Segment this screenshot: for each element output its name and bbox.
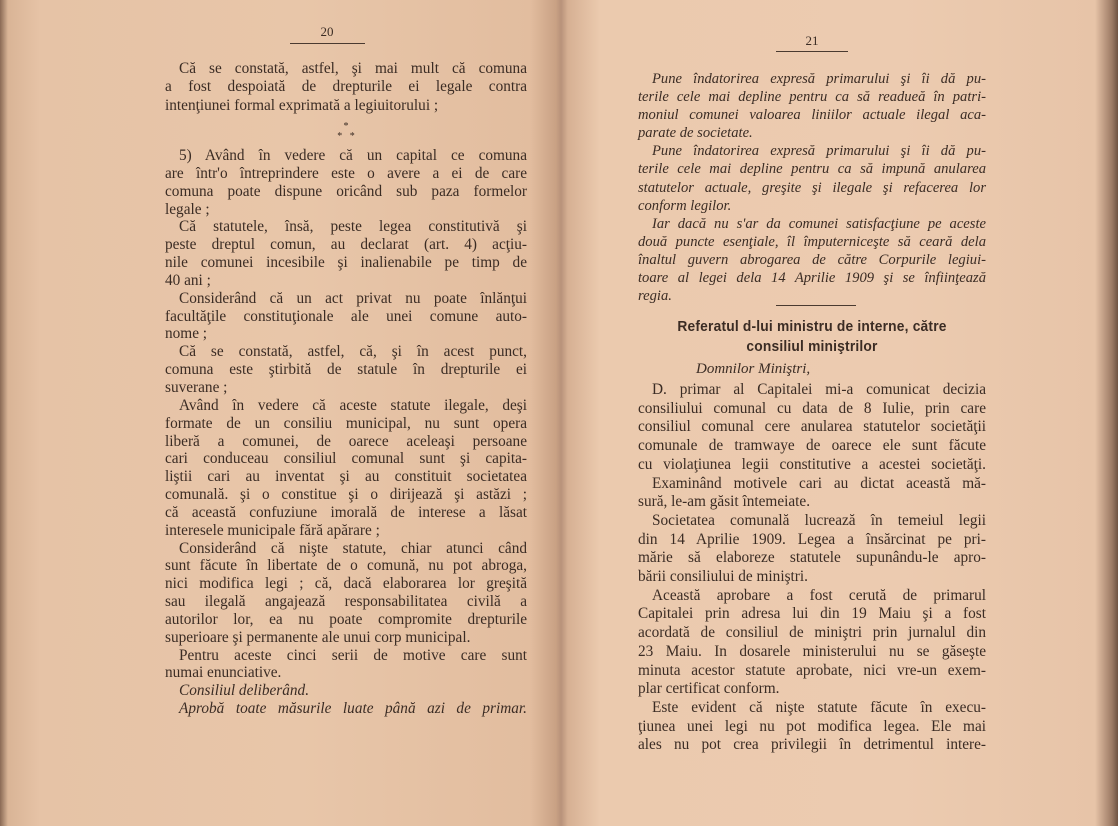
text-line: terile cele mai depline pentru ca să readueă în patri- (638, 89, 986, 106)
text-line: terile cele mai depline pentru ca să impună anularea (638, 161, 986, 178)
text-line: Pentru aceste cinci serii de motive care sunt (179, 646, 527, 664)
text-line: Consiliul deliberând. (179, 682, 310, 700)
text-line: mărie să elaboreze statutele supunându-le apro- (638, 549, 986, 567)
section-rule (776, 305, 856, 306)
text-line: Că statutele, însă, peste legea constitutivă şi (179, 218, 527, 236)
text-line: consiliul comunal cere anularea statutelor societăţii (638, 418, 986, 436)
text-line: 5) Având în vedere că un capital ce comuna (179, 147, 527, 164)
left-page (165, 0, 527, 826)
page-number: 20 (320, 24, 334, 39)
text-line: superioare şi permanente ale unui corp municipal. (165, 628, 471, 646)
text-line: două puncte esenţiale, îl împuterniceşte să ceară dela (638, 233, 986, 250)
paragraph-block (165, 60, 527, 115)
text-line: sunt făcute în libertate de o comună, nu pot abroga, (165, 557, 527, 575)
text-line: Considerând că nişte statute, chiar atunci când (179, 539, 527, 557)
text-line: formate de un consiliu municipal, nu sunt opera (165, 414, 527, 432)
text-line: nile comunei incesibile şi inalienabile pe timp de (165, 254, 527, 272)
text-line: liştii cari au inventat şi au constituit societatea (165, 468, 527, 486)
text-line: regia. (638, 288, 672, 305)
text-line: Iar dacă nu s'ar da comunei satisfacţiune pe aceste (652, 215, 986, 232)
text-line: Pune îndatorirea expresă primarului şi îi dă pu- (652, 71, 986, 87)
text-line: comuna este ştirbită de statule în drepturile ei (165, 361, 527, 379)
text-line: Capitalei prin adresa lui din 19 Maiu şi a fost (638, 605, 986, 623)
text-line: plar certificat conform. (638, 680, 780, 698)
text-line: toare al legei dela 14 Aprilie 1909 şi se înfiinţează (638, 270, 986, 287)
text-line: statutelor actuale, greşite şi ilegale şi refacerea lor (638, 179, 986, 196)
text-line: nome ; (165, 325, 208, 343)
text-line: nici modifica legi ; că, dacă elaborarea lor greşită (165, 575, 527, 593)
section-heading-line1: Referatul d-lui ministru de interne, către (677, 318, 947, 335)
resolution-italic-block (638, 70, 986, 305)
text-line: cu violaţiunea legii constitutive a acestei societăţi. (638, 455, 986, 473)
header-rule (776, 51, 848, 52)
salutation: Domnilor Miniştri, (696, 361, 811, 377)
text-line: peste dreptul comun, au declarat (art. 4) acţiu- (165, 236, 527, 254)
text-line: liberă a comunei, de oarece aceleaşi persoane (165, 432, 527, 450)
text-line: comunale de tramwaye de oarece ele sunt făcute (638, 437, 986, 455)
text-line: 40 ani ; (165, 271, 211, 289)
text-line: moniul comunei valoarea liniilor actuale ilegal aca- (638, 107, 986, 124)
text-line: are într'o întreprindere este o avere a ei de care (165, 164, 527, 182)
text-line: înaltul guvern abrogarea de către Corpurile legiui- (638, 251, 986, 268)
text-line: conform legilor. (638, 197, 732, 214)
text-line: comunală. şi o constitue şi o dirijează şi astăzi ; (165, 486, 527, 504)
text-line: Examinând motivele cari au dictat această mă- (652, 474, 986, 492)
text-line: sură, le-am găsit întemeiate. (638, 493, 811, 511)
text-line: Considerând că un act privat nu poate înlănţui (179, 289, 527, 307)
text-line: ales nu pot crea privilegii în detrimentul intere- (638, 736, 986, 754)
text-line: comuna poate dispune oricând sub paza formelor (165, 182, 527, 200)
section-heading-line2: consiliul miniştrilor (746, 338, 878, 355)
text-line: a fost despoiată de drepturile ei legale contra (165, 78, 527, 96)
text-line: D. primar al Capitalei mi-a comunicat decizia (652, 381, 986, 398)
paragraph-block (638, 381, 986, 755)
text-line: ţiunea unei legi nu pot modifica legea. Ele mai (638, 717, 986, 735)
text-line: Că se constată, astfel, şi mai mult că comuna (179, 60, 527, 77)
text-line: că această confuziune imorală de interese a lăsat (165, 503, 527, 521)
text-line: acordată de consiliul de miniştri prin jurnalul din (638, 624, 986, 642)
header-rule (290, 43, 365, 44)
text-line: consiliului comunal cu data de 8 Iulie, prin care (638, 399, 986, 417)
text-line: Pune îndatorirea expresă primarului şi îi dă pu- (652, 143, 986, 160)
text-line: numai enunciative. (165, 664, 282, 682)
text-line: Având în vedere că aceste statute ilegale, deşi (179, 396, 527, 414)
text-line: suverane ; (165, 378, 228, 396)
text-line: Că se constată, astfel, că, şi în acest punct, (179, 343, 527, 361)
asterism-top: * (343, 121, 349, 132)
text-line: parate de societate. (638, 125, 753, 142)
paragraph-block (165, 147, 527, 718)
right-page (638, 0, 986, 826)
text-line: autorilor lor, ea nu poate compromite drepturile (165, 610, 527, 628)
asterism-bottom: * * (337, 131, 355, 142)
text-line: interesele municipale fără apărare ; (165, 521, 380, 539)
text-line: facultăţile constituţionale ale unei comune auto- (165, 307, 527, 325)
text-line: din 14 Aprilie 1909. Legea a însărcinat pe pri- (638, 530, 986, 548)
text-line: Societatea comunală lucrează în temeiul legii (652, 511, 986, 529)
text-line: sau ilegală angajează responsabilitatea civilă a (165, 593, 527, 611)
text-line: minuta acestor statute aprobate, nici vre-un exem- (638, 661, 986, 679)
text-line: Aprobă toate măsurile luate până azi de primar. (179, 700, 527, 718)
text-line: 23 Maiu. In dosarele ministerului nu se găseşte (638, 642, 986, 660)
text-line: Această aprobare a fost cerută de primarul (652, 586, 986, 604)
text-line: Este evident că nişte statute făcute în execu- (652, 698, 986, 716)
page-number: 21 (805, 33, 819, 48)
text-line: cari conduceau consiliul comunal sunt şi capita- (165, 450, 527, 468)
text-line: bării consiliului de miniştri. (638, 568, 808, 586)
text-line: intenţiunei formal exprimată a legiuitorului ; (165, 96, 439, 114)
text-line: legale ; (165, 200, 210, 218)
